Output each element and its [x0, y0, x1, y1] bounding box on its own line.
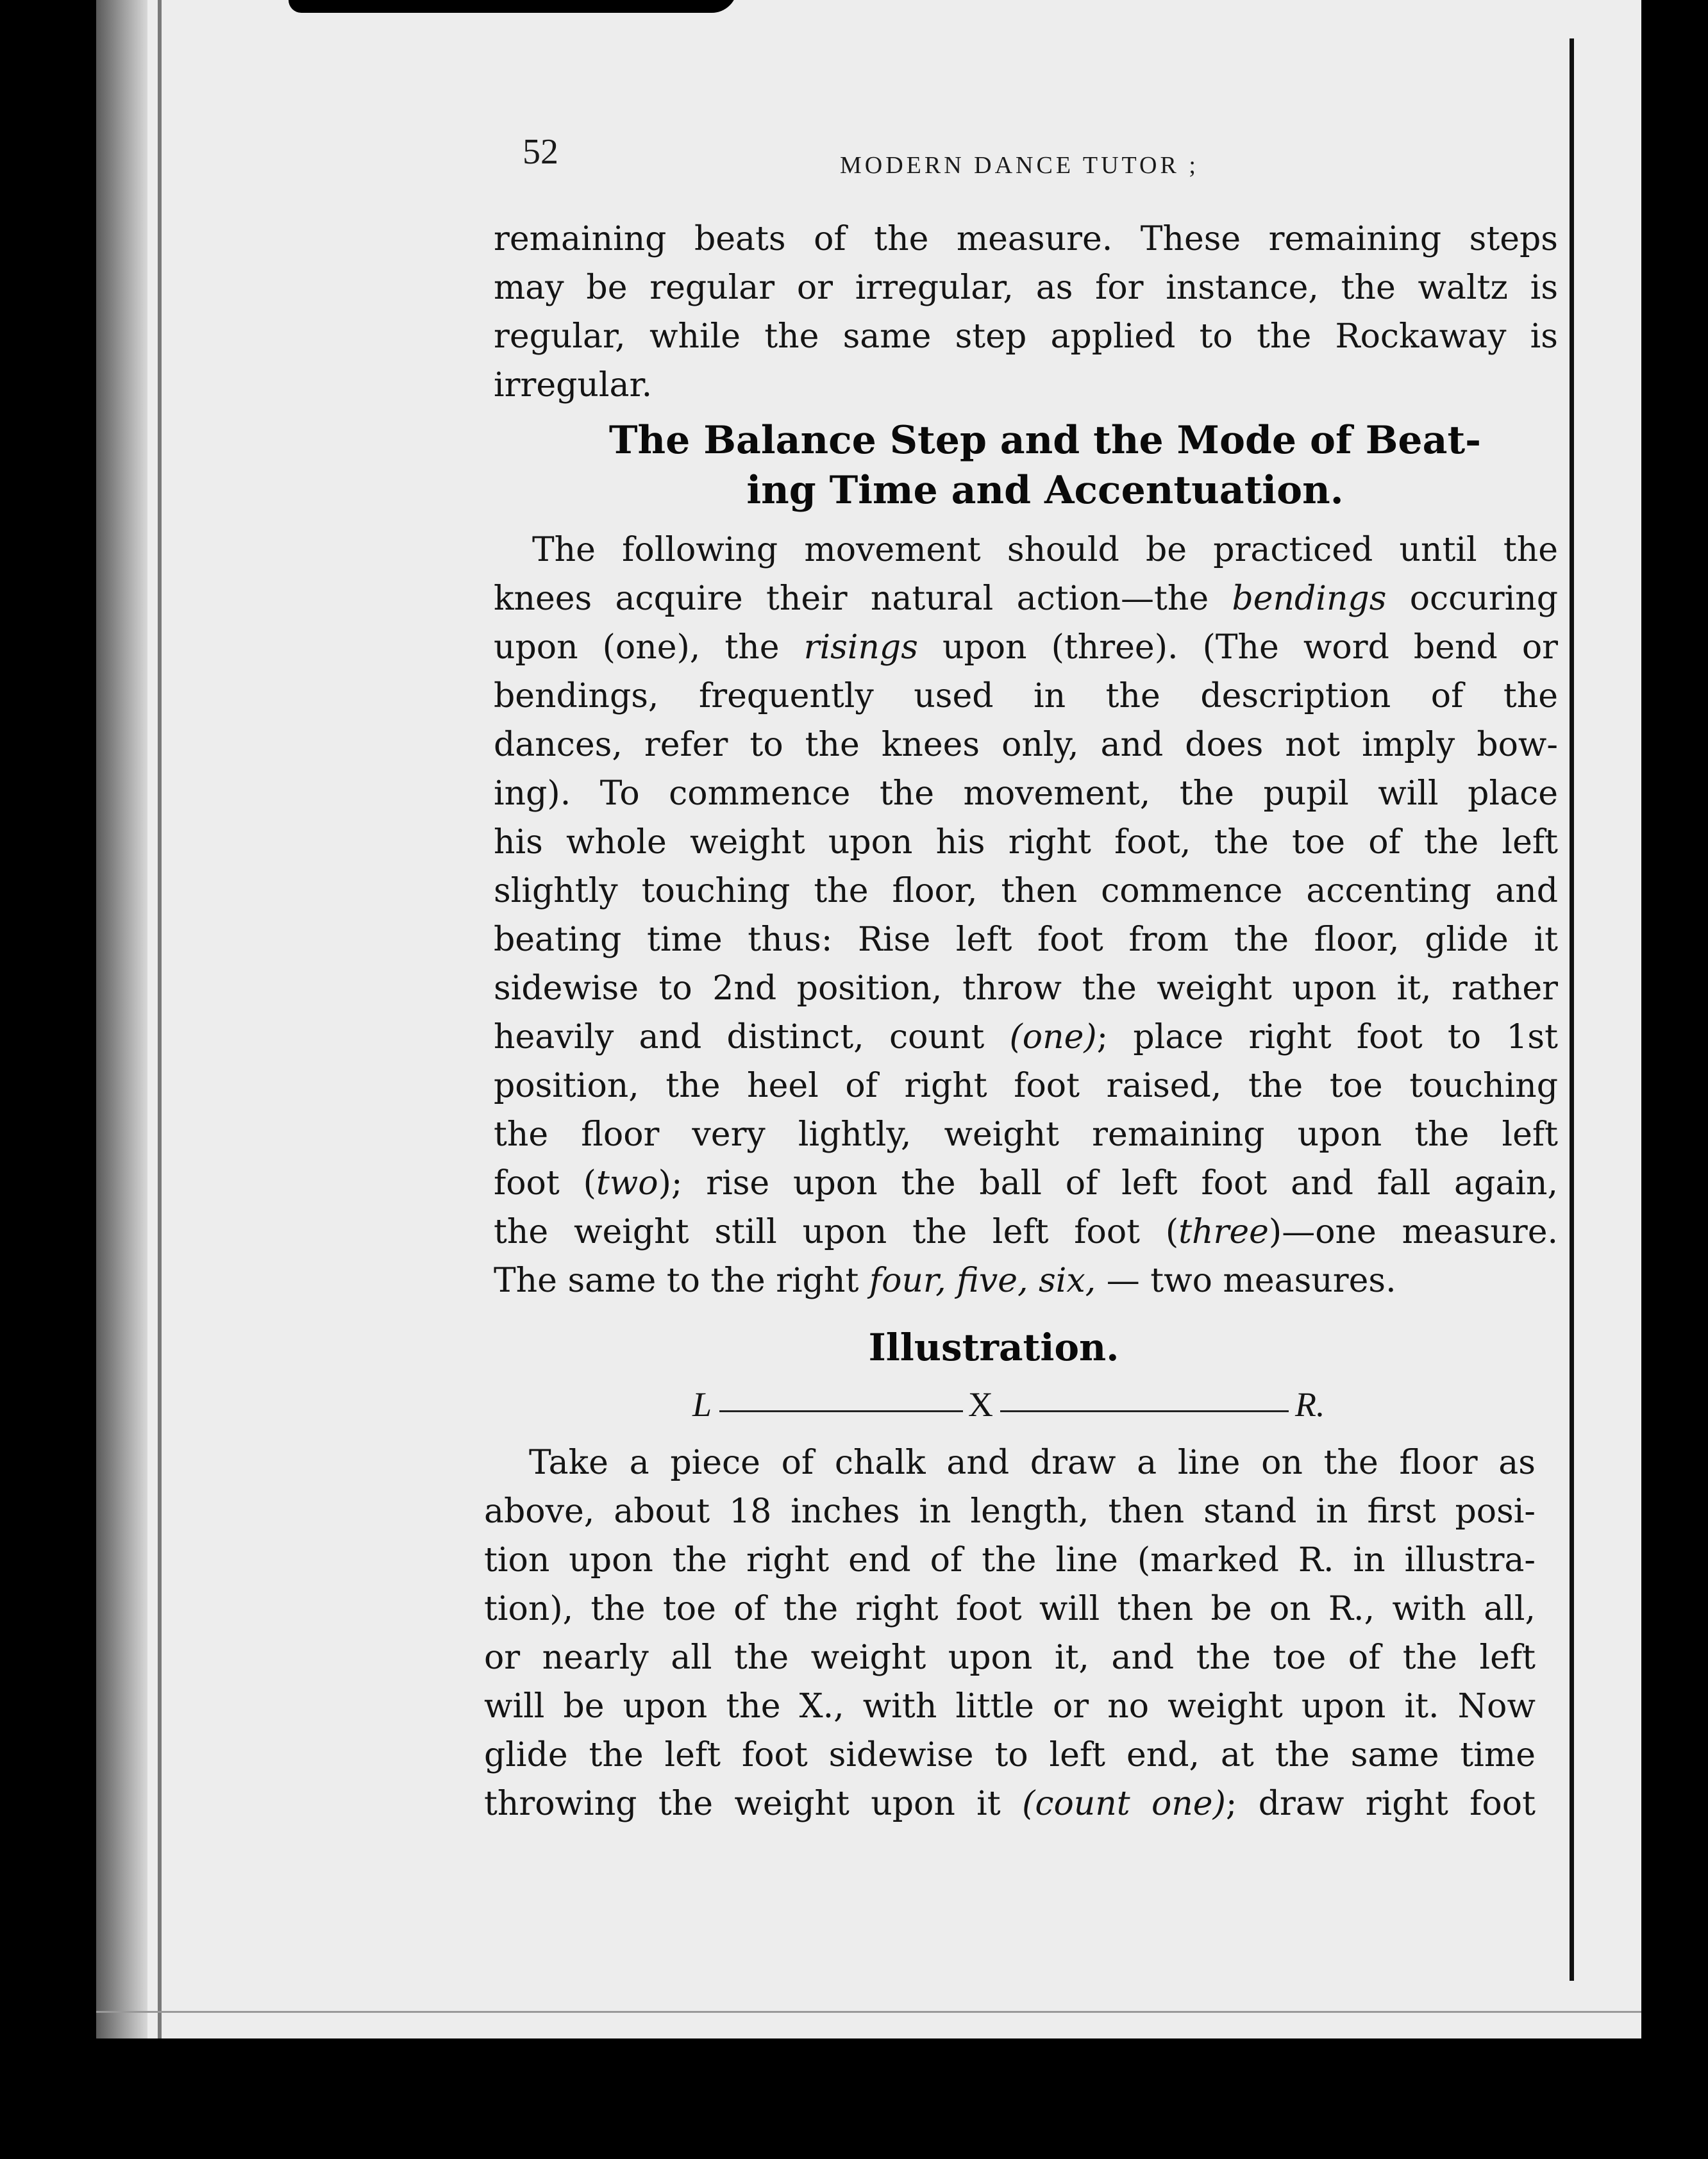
text-run: upon (one), the — [494, 628, 804, 667]
text-line — [494, 1256, 1558, 1305]
text-line: position, the heel of right foot raised, the toe touching — [494, 1067, 1558, 1105]
text-line: tion), the toe of the right foot will then be on R., with all, — [484, 1590, 1536, 1628]
text-line: dances, refer to the knees only, and does not imply bow- — [494, 726, 1558, 764]
text-run: foot ( — [494, 1164, 596, 1203]
line-segment-right — [1000, 1410, 1289, 1412]
text-line: his whole weight upon his right foot, the toe of the left — [494, 823, 1558, 862]
italic-run: bendings — [1232, 579, 1387, 618]
center-label: X — [968, 1385, 993, 1424]
text-line: beating time thus: Rise left foot from the floor, glide it — [494, 921, 1558, 959]
floor-line-diagram — [692, 1385, 1346, 1436]
text-line: The following movement should be practiced until the — [532, 531, 1558, 569]
right-end-label: R. — [1295, 1385, 1325, 1424]
text-line: the floor very lightly, weight remaining upon the left — [494, 1115, 1558, 1154]
text-run: ); rise upon the ball of left foot and fall again, — [658, 1164, 1558, 1203]
italic-run: risings — [803, 628, 918, 667]
text-line: ing). To commence the movement, the pupil will place — [494, 774, 1558, 813]
line-segment-left — [719, 1410, 963, 1412]
text-line: above, about 18 inches in length, then stand in first posi- — [484, 1492, 1536, 1531]
balance-step-paragraph — [494, 526, 1558, 1305]
text-line: will be upon the X., with little or no weight upon it. Now — [484, 1687, 1536, 1726]
chalk-paragraph — [484, 1438, 1536, 1828]
page-number: 52 — [523, 132, 558, 172]
heading-line: ing Time and Accentuation. — [746, 468, 1344, 513]
continuation-paragraph — [494, 215, 1558, 410]
italic-run: (count one) — [1022, 1785, 1226, 1823]
text-line: regular, while the same step applied to the Rockaway is — [494, 317, 1558, 356]
text-run: the weight still upon the left foot ( — [494, 1213, 1179, 1251]
italic-run: three — [1178, 1213, 1269, 1251]
text-line: sidewise to 2nd position, throw the weight upon it, rather — [494, 969, 1558, 1008]
italic-run: (one) — [1009, 1018, 1097, 1056]
text-line — [494, 623, 1558, 672]
text-line: slightly touching the floor, then commence accenting and — [494, 872, 1558, 910]
text-run: knees acquire their natural action—the — [494, 579, 1232, 618]
illustration-title: Illustration. — [868, 1326, 1119, 1369]
running-head: MODERN DANCE TUTOR ; — [840, 152, 1199, 179]
text-run: ; draw right foot — [1225, 1785, 1536, 1823]
binding-gutter — [96, 0, 147, 2038]
text-line: may be regular or irregular, as for instance, the waltz is — [494, 269, 1558, 307]
text-line — [494, 1159, 1558, 1208]
text-line: irregular. — [494, 366, 653, 404]
text-run: The same to the right — [494, 1262, 869, 1300]
text-line: bendings, frequently used in the description of the — [494, 677, 1558, 715]
gutter-rule — [158, 0, 162, 2038]
text-run: upon (three). (The word bend or — [917, 628, 1558, 667]
book-page — [96, 0, 1641, 2038]
text-line: remaining beats of the measure. These remaining steps — [494, 220, 1558, 258]
text-line — [494, 1013, 1558, 1062]
text-line: glide the left foot sidewise to left end, at the same time — [484, 1736, 1536, 1774]
text-run: — two measures. — [1096, 1262, 1396, 1300]
bottom-page-edge — [96, 2011, 1641, 2013]
text-line: tion upon the right end of the line (marked R. in illustra- — [484, 1541, 1536, 1580]
italic-run: two — [596, 1164, 658, 1203]
text-line — [484, 1780, 1536, 1828]
scan-smudge — [289, 0, 737, 13]
text-line — [494, 574, 1558, 623]
left-end-label: L — [692, 1385, 712, 1424]
section-heading — [519, 415, 1571, 515]
text-run: occuring — [1386, 579, 1559, 618]
text-run: throwing the weight upon it — [484, 1785, 1023, 1823]
text-line — [494, 1208, 1558, 1256]
text-line: Take a piece of chalk and draw a line on the floor as — [529, 1444, 1536, 1482]
text-run: )—one measure. — [1268, 1213, 1558, 1251]
text-run: heavily and distinct, count — [494, 1018, 1010, 1056]
heading-line: The Balance Step and the Mode of Beat- — [608, 418, 1482, 463]
text-line: or nearly all the weight upon it, and the toe of the left — [484, 1638, 1536, 1677]
italic-run: four, five, six, — [869, 1262, 1096, 1300]
text-run: ; place right foot to 1st — [1096, 1018, 1559, 1056]
right-edge-rule — [1570, 38, 1574, 1981]
